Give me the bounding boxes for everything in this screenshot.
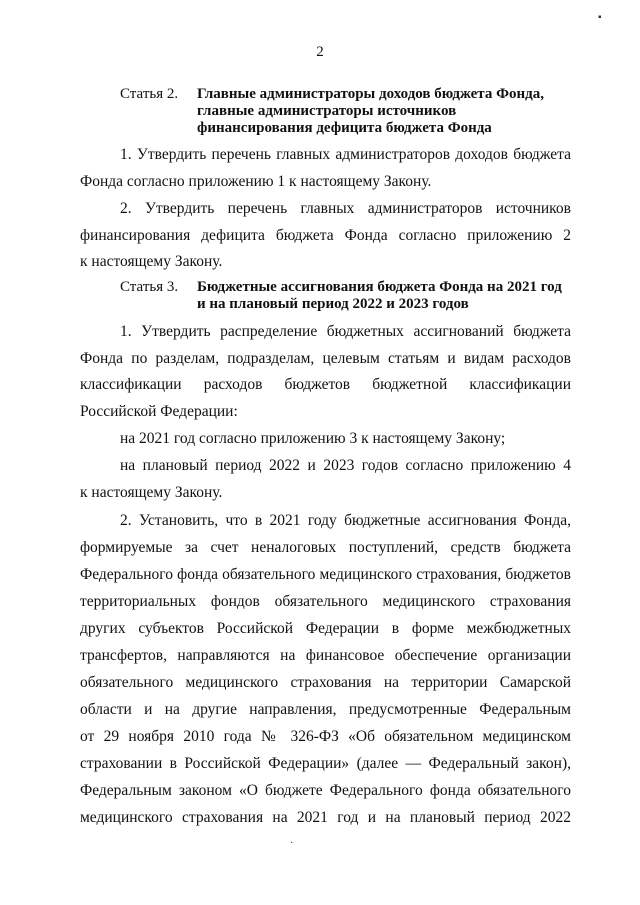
- paragraph-line: финансирования дефицита бюджета Фонда согласно приложению 2: [80, 227, 571, 244]
- paragraph-line: Фонда по разделам, подразделам, целевым статьям и видам расходов: [80, 350, 571, 367]
- paragraph-line: 1. Утвердить распределение бюджетных ассигнований бюджета: [120, 323, 571, 340]
- article-title-line: главные администраторы источников: [197, 103, 457, 119]
- scan-speck: ▪: [598, 12, 602, 23]
- paragraph-line: области и на другие направления, предусмотренные Федеральным: [80, 701, 571, 718]
- paragraph-line: Федерального фонда обязательного медицинского страхования, бюджетов: [80, 566, 571, 583]
- paragraph-line: трансфертов, направляются на финансовое обеспечение организации: [80, 647, 571, 664]
- article-label: Статья 3.: [120, 279, 179, 295]
- paragraph-line: других субъектов Российской Федерации в форме межбюджетных: [80, 620, 571, 637]
- paragraph-line: Российской Федерации:: [80, 403, 238, 420]
- paragraph-line: на плановый период 2022 и 2023 годов согласно приложению 4: [120, 457, 571, 474]
- paragraph-line: к настоящему Закону.: [80, 484, 223, 501]
- article-title-line: финансирования дефицита бюджета Фонда: [197, 120, 492, 136]
- article-title-line: Главные администраторы доходов бюджета Фонда,: [197, 86, 544, 102]
- paragraph-line: обязательного медицинского страхования на территории Самарской: [80, 674, 571, 691]
- paragraph-line: классификации расходов бюджетов бюджетной классификации: [80, 376, 571, 393]
- paragraph-line: территориальных фондов обязательного медицинского страхования: [80, 593, 571, 610]
- paragraph-line: к настоящему Закону.: [80, 253, 223, 270]
- paragraph-line: формируемые за счет неналоговых поступлений, средств бюджета: [80, 539, 571, 556]
- paragraph-line: 2. Утвердить перечень главных администраторов источников: [120, 200, 571, 217]
- paragraph-line: на 2021 год согласно приложению 3 к настоящему Закону;: [120, 430, 506, 447]
- paragraph-line: медицинского страхования на 2021 год и на плановый период 2022: [80, 809, 571, 826]
- article-title: [197, 86, 597, 137]
- article-label: Статья 2.: [120, 86, 179, 102]
- paragraph-line: Фонда согласно приложению 1 к настоящему Закону.: [80, 173, 432, 190]
- paragraph-line: Федеральным законом «О бюджете Федерального фонда обязательного: [80, 782, 571, 799]
- paragraph-line: 2. Установить, что в 2021 году бюджетные ассигнования Фонда,: [120, 512, 571, 529]
- article-title-line: и на плановый период 2022 и 2023 годов: [197, 296, 469, 312]
- article-title: [197, 279, 597, 313]
- scan-speck: ·: [290, 838, 294, 849]
- paragraph-line: 1. Утвердить перечень главных администраторов доходов бюджета: [120, 146, 571, 163]
- page-number: 2: [316, 44, 324, 60]
- paragraph-line: от 29 ноября 2010 года № 326-ФЗ «Об обязательном медицинском: [80, 728, 571, 745]
- paragraph-line: страховании в Российской Федерации» (далее — Федеральный закон),: [80, 755, 571, 772]
- article-title-line: Бюджетные ассигнования бюджета Фонда на 2021 год: [197, 279, 562, 295]
